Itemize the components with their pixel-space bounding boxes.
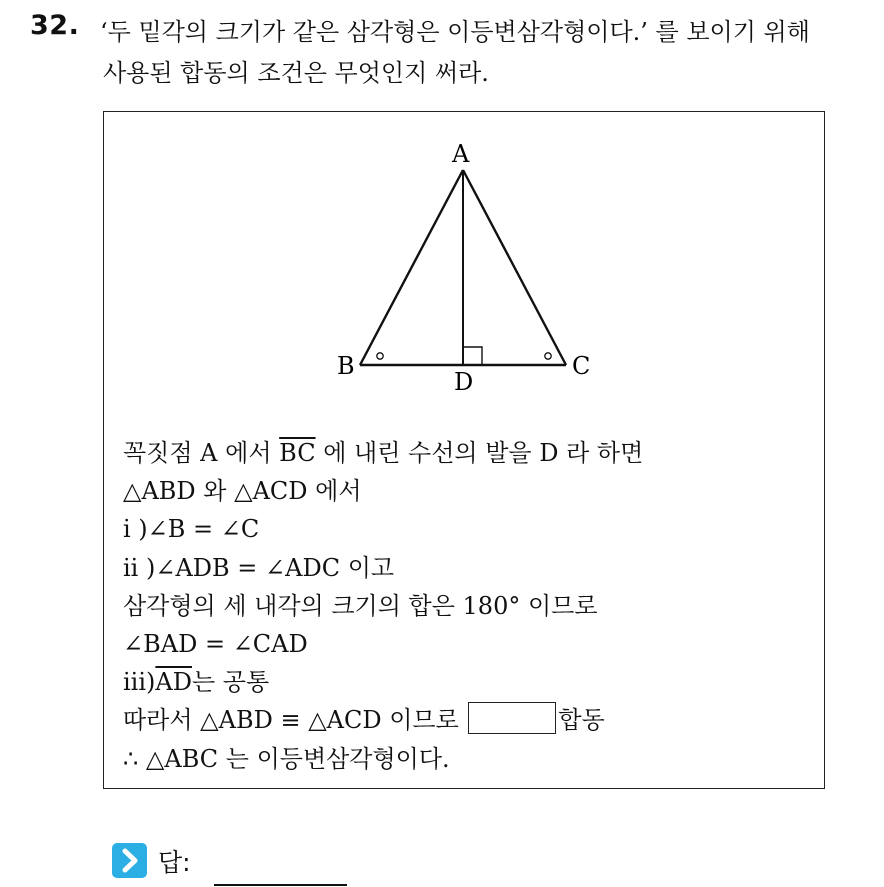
right-angle-mark — [463, 347, 482, 365]
proof-text-segment: iii) — [123, 668, 156, 697]
question-text — [100, 12, 873, 94]
proof-row-7 — [123, 663, 643, 701]
congruence-blank-box[interactable] — [468, 702, 556, 734]
triangle-figure — [334, 142, 604, 392]
proof-text — [123, 434, 643, 778]
proof-text-segment: 에 내린 수선의 발을 D 라 하면 — [315, 439, 644, 467]
proof-text-segment: 따라서 △ABD ≡ △ACD 이므로 — [123, 706, 467, 735]
answer-blank-line[interactable] — [214, 884, 347, 886]
proof-row-8 — [123, 701, 643, 739]
proof-row-3: i )∠B = ∠C — [123, 515, 260, 544]
proof-row-1 — [123, 434, 643, 472]
question-number: 32. — [30, 10, 80, 41]
label-a: A — [452, 142, 470, 168]
proof-text-segment: 합동 — [558, 706, 605, 735]
proof-row-4: ii )∠ADB = ∠ADC 이고 — [123, 553, 395, 582]
question-line-2: 사용된 합동의 조건은 무엇인지 써라. — [103, 59, 489, 87]
proof-row-6: ∠BAD = ∠CAD — [123, 629, 308, 658]
label-d: D — [454, 368, 474, 392]
proof-text-segment: 꼭짓점 A 에서 — [123, 439, 280, 467]
segment-bc: $\overline{BC}$ — [279, 439, 316, 467]
label-c: C — [572, 352, 591, 380]
proof-row-2: △ABD 와 △ACD 에서 — [123, 477, 362, 506]
chevron-right-icon — [112, 843, 147, 878]
angle-mark-b — [377, 353, 383, 359]
side-ac — [463, 170, 566, 365]
answer-label: 답: — [158, 848, 191, 877]
question-line-1: ‘두 밑각의 크기가 같은 삼각형은 이등변삼각형이다.’ 를 보이기 위해 — [100, 18, 810, 46]
proof-text-segment: 는 공통 — [191, 668, 270, 697]
proof-box — [103, 111, 825, 789]
proof-row-5: 삼각형의 세 내각의 크기의 합은 180° 이므로 — [123, 591, 598, 620]
proof-row-9: ∴ △ABC 는 이등변삼각형이다. — [123, 744, 450, 773]
label-b: B — [337, 352, 355, 380]
angle-mark-c — [545, 353, 551, 359]
segment-ad: $\overline{AD}$ — [155, 668, 192, 697]
side-ab — [360, 170, 463, 365]
